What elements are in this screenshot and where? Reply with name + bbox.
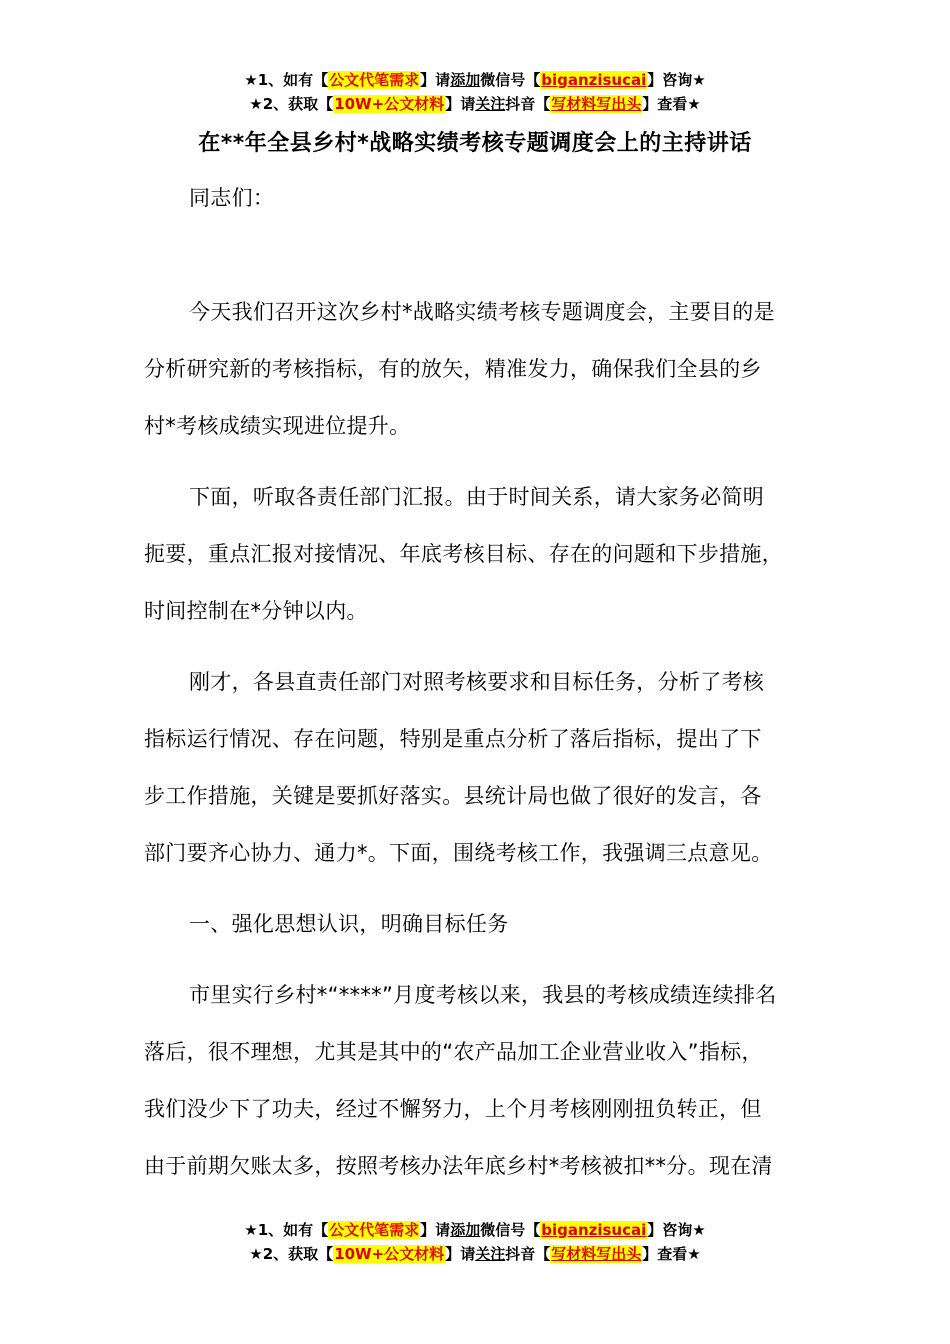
- promo-text: 抖音【: [505, 1245, 551, 1263]
- promo-text: 】请: [420, 1221, 451, 1239]
- promo-emphasis: 关注: [475, 95, 506, 113]
- promo-highlight: 10W+公文材料: [334, 1245, 445, 1263]
- promo-emphasis: 添加: [450, 71, 481, 89]
- text-line: 村*考核成绩实现进位提升。: [144, 414, 411, 438]
- promo-line-1: [0, 68, 950, 92]
- text-line: 市里实行乡村*“****”月度考核以来，我县的考核成绩连续排名: [189, 983, 777, 1007]
- promo-header: [0, 68, 950, 116]
- promo-line-2: [0, 1242, 950, 1266]
- text-line: 时间控制在*分钟以内。: [144, 599, 368, 623]
- promo-emphasis: 关注: [475, 1245, 506, 1263]
- promo-text: 微信号【: [480, 71, 541, 89]
- section-heading: [144, 896, 834, 953]
- text-line: 部门要齐心协力、通力*。下面，围绕考核工作，我强调三点意见。: [144, 841, 773, 865]
- promo-highlight: 公文代笔需求: [329, 1221, 420, 1239]
- promo-text: 】咨询★: [647, 71, 706, 89]
- promo-text: 】请: [445, 1245, 476, 1263]
- promo-highlight: 10W+公文材料: [334, 95, 445, 113]
- promo-text: 】咨询★: [647, 1221, 706, 1239]
- text-line: 刚才，各县直责任部门对照考核要求和目标任务，分析了考核: [189, 670, 765, 694]
- promo-text: ★1、如有【: [244, 71, 329, 89]
- paragraph: [144, 654, 834, 882]
- text-line: 我们没少下了功夫，经过不懈努力，上个月考核刚刚扭负转正，但: [144, 1097, 762, 1121]
- promo-douyin-id: 写材料写出头: [551, 1245, 642, 1263]
- paragraph-spacer: [144, 882, 834, 896]
- promo-text: 】请: [420, 71, 451, 89]
- promo-text: 】请: [445, 95, 476, 113]
- promo-line-1: [0, 1218, 950, 1242]
- text-line: 落后，很不理想，尤其是其中的“农产品加工企业营业收入”指标，: [144, 1040, 763, 1064]
- promo-text: 微信号【: [480, 1221, 541, 1239]
- text-line: 指标运行情况、存在问题，特别是重点分析了落后指标，提出了下: [144, 727, 762, 751]
- text-line: 分析研究新的考核指标，有的放矢，精准发力，确保我们全县的乡: [144, 357, 762, 381]
- document-title: 在**年全县乡村*战略实绩考核专题调度会上的主持讲话: [198, 131, 752, 156]
- promo-douyin-id: 写材料写出头: [551, 95, 642, 113]
- paragraph: [144, 469, 834, 640]
- text-line: 今天我们召开这次乡村*战略实绩考核专题调度会，主要目的是: [189, 300, 775, 324]
- text-line: 下面，听取各责任部门汇报。由于时间关系，请大家务必简明: [189, 485, 765, 509]
- promo-text: 】查看★: [642, 1245, 701, 1263]
- promo-text: ★1、如有【: [244, 1221, 329, 1239]
- promo-emphasis: 添加: [450, 1221, 481, 1239]
- promo-text: ★2、获取【: [249, 1245, 334, 1263]
- paragraph-spacer: [144, 640, 834, 654]
- promo-wechat-id: biganzisucai: [541, 1221, 647, 1239]
- promo-highlight: 公文代笔需求: [329, 71, 420, 89]
- text-line: 由于前期欠账太多，按照考核办法年底乡村*考核被扣**分。现在清: [144, 1154, 773, 1178]
- promo-footer: [0, 1218, 950, 1266]
- document-body: [144, 170, 834, 1195]
- promo-text: 抖音【: [505, 95, 551, 113]
- promo-text: ★2、获取【: [249, 95, 334, 113]
- text-line: 扼要，重点汇报对接情况、年底考核目标、存在的问题和下步措施，: [144, 542, 783, 566]
- paragraph-spacer: [144, 953, 834, 967]
- paragraph-greeting: [144, 170, 834, 227]
- paragraph-spacer: [144, 455, 834, 469]
- promo-wechat-id: biganzisucai: [541, 71, 647, 89]
- paragraph: [144, 967, 834, 1195]
- promo-text: 】查看★: [642, 95, 701, 113]
- text-line: 步工作措施，关键是要抓好落实。县统计局也做了很好的发言，各: [144, 784, 762, 808]
- promo-line-2: [0, 92, 950, 116]
- paragraph: [144, 284, 834, 455]
- text-line: 同志们：: [189, 186, 275, 210]
- text-line: 一、强化思想认识，明确目标任务: [189, 912, 509, 936]
- paragraph-spacer: [144, 227, 834, 284]
